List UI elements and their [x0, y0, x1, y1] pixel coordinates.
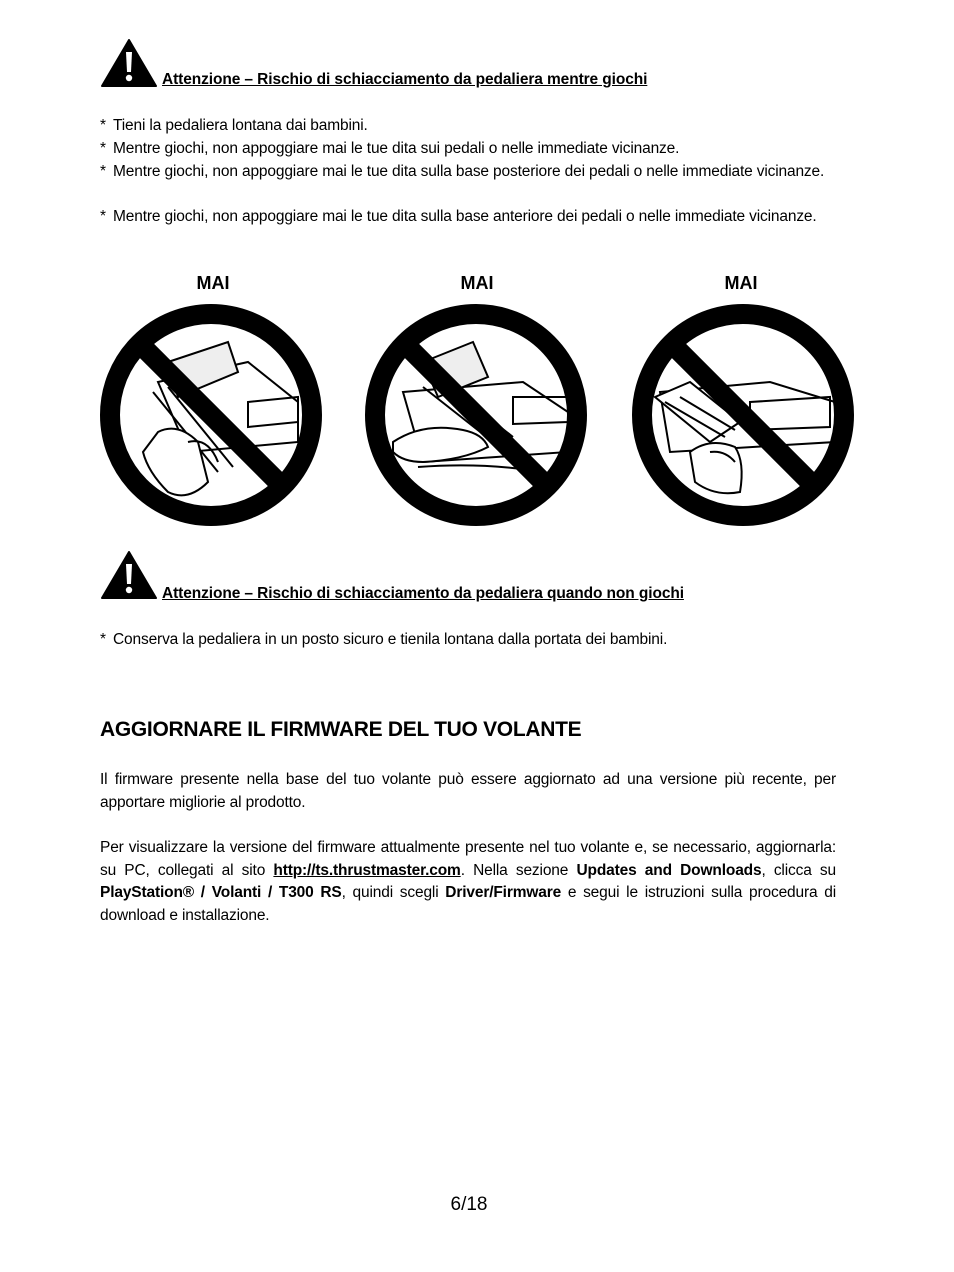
warning-triangle-icon — [100, 550, 158, 600]
firmware-paragraph-1: Il firmware presente nella base del tuo volante può essere aggiornato ad una versione più recente, per apportare migliorie al prodotto. — [100, 771, 836, 811]
list-item: * Mentre giochi, non appoggiare mai le tue dita sulla base posteriore dei pedali o nelle immediate vicinanze. — [100, 163, 825, 180]
page-number: 6/18 — [450, 1194, 488, 1215]
never-label-2: MAI — [460, 273, 494, 293]
prohibited-sign-icon — [363, 302, 589, 528]
warning-title-2: Attenzione – Rischio di schiacciamento da pedaliera quando non giochi — [162, 585, 684, 602]
list-item: * Mentre giochi, non appoggiare mai le tue dita sui pedali o nelle immediate vicinanze. — [100, 140, 680, 157]
never-label-1: MAI — [196, 273, 230, 293]
warning-title-1: Attenzione – Rischio di schiacciamento da pedaliera mentre giochi — [162, 71, 648, 88]
list-item: * Conserva la pedaliera in un posto sicuro e tienila lontana dalla portata dei bambini. — [100, 631, 668, 648]
section-heading: AGGIORNARE IL FIRMWARE DEL TUO VOLANTE — [100, 718, 582, 741]
list-item: * Tieni la pedaliera lontana dai bambini. — [100, 117, 368, 134]
never-label-3: MAI — [724, 273, 758, 293]
warning-triangle-icon — [100, 38, 158, 88]
thrustmaster-link[interactable]: http://ts.thrustmaster.com — [273, 861, 461, 879]
prohibited-sign-icon — [630, 302, 856, 528]
prohibited-sign-icon — [98, 302, 324, 528]
list-item: * Mentre giochi, non appoggiare mai le tue dita sulla base anteriore dei pedali o nelle immediate vicinanze. — [100, 208, 817, 225]
firmware-paragraph-2: Per visualizzare la versione del firmware attualmente presente nel tuo volante e, se necessario, aggiornarla: su PC, collegati al sito http://ts.thrustmaster.com. Nella sezione Updates and Downloads, clicca su PlayStation® / Volanti / T300 RS, quindi scegli Driver/Firmware e segui le istruzioni sulla procedura di download e installazione. — [100, 839, 836, 924]
